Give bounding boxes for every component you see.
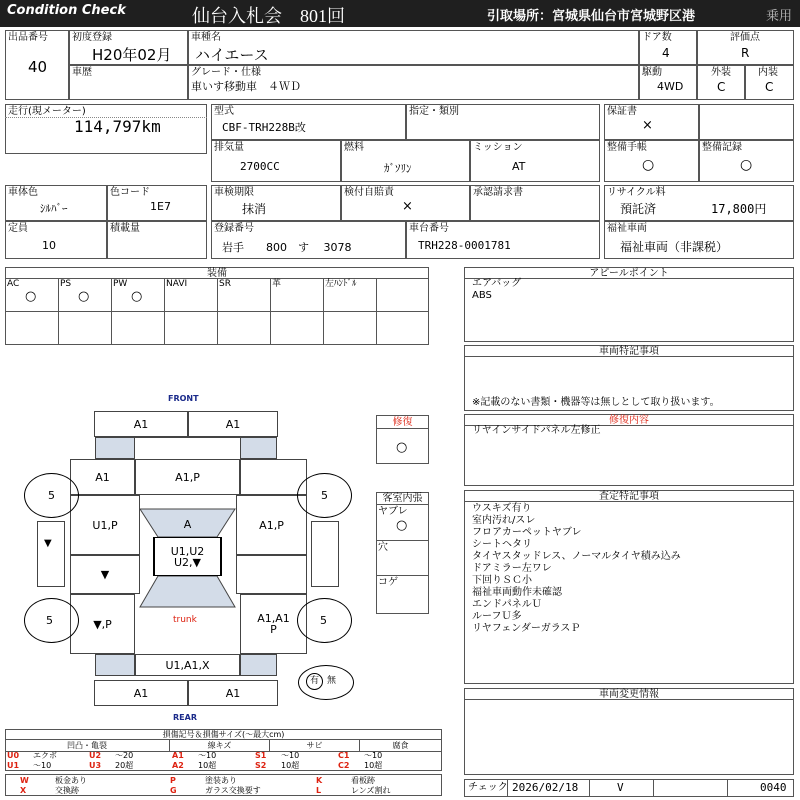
equipment-divider bbox=[58, 278, 59, 345]
left-side-mark: ▼ bbox=[44, 538, 52, 549]
equipment-label: SR bbox=[219, 279, 231, 289]
doors: 4 bbox=[662, 46, 670, 60]
repair-content-item: リヤインサイドパネル左修正 bbox=[472, 425, 601, 436]
legend-code: U0 bbox=[7, 751, 20, 760]
inspection-note-item: 下回りＳＣ小 bbox=[472, 575, 532, 586]
inspection: 抹消 bbox=[242, 202, 267, 216]
vehicle-changes-box bbox=[464, 699, 794, 775]
legend-code: S1 bbox=[255, 751, 267, 760]
panel-front-left: A1 bbox=[94, 411, 188, 437]
inspection-note-item: フロアカーペットヤブレ bbox=[472, 527, 582, 538]
warranty: × bbox=[642, 118, 653, 133]
legend-code: U1 bbox=[7, 761, 20, 770]
legend-code: P bbox=[170, 776, 176, 785]
panel-rear: U1,A1,X bbox=[135, 654, 240, 676]
legend-group-label: 腐食 bbox=[360, 740, 442, 752]
equipment-divider bbox=[323, 278, 324, 345]
legend-code: X bbox=[20, 786, 27, 795]
inspection-note-item: ルーフＵ多 bbox=[472, 611, 522, 622]
exterior-label: 外装 bbox=[711, 67, 731, 78]
grade-label: グレード・仕様 bbox=[191, 67, 261, 78]
rating-label: 評価点 bbox=[730, 32, 760, 43]
displacement: 2700CC bbox=[240, 160, 280, 173]
manual: ○ bbox=[642, 157, 655, 173]
auction-name: 仙台入札会 801回 bbox=[192, 6, 345, 26]
equipment-divider bbox=[164, 278, 165, 345]
cabin-tear-label: ヤブレ bbox=[378, 506, 408, 517]
check-code: 0040 bbox=[760, 781, 787, 794]
plate: 岩手 800 す 3078 bbox=[222, 241, 352, 254]
cabin-hole-label: 穴 bbox=[378, 542, 388, 553]
self-inspection-label: 検付自賠責 bbox=[344, 187, 394, 198]
lot-number-label: 出品番号 bbox=[8, 32, 48, 43]
inspection-note-item: 室内汚れ/スレ bbox=[472, 515, 536, 526]
model-label: 型式 bbox=[214, 106, 234, 117]
car-name: ハイエース bbox=[195, 46, 269, 64]
legend-group-label: 凹凸・亀裂 bbox=[5, 740, 170, 752]
transmission-label: ミッション bbox=[473, 142, 523, 153]
vehicle-class: 乗用 bbox=[766, 9, 793, 24]
legend-desc: ～20 bbox=[115, 751, 134, 760]
model: CBF-TRH228B改 bbox=[222, 121, 306, 134]
equipment-value: ○ bbox=[25, 289, 37, 304]
drive-label: 駆動 bbox=[642, 67, 662, 78]
legend-desc: ～10 bbox=[198, 751, 217, 760]
legend-group-label: 線キズ bbox=[170, 740, 270, 752]
legend-title: 損傷記号＆損傷サイズ(～最大cm) bbox=[5, 729, 442, 740]
condition-check-title: Condition Check bbox=[7, 3, 126, 18]
legend-desc: 看板跡 bbox=[351, 776, 375, 785]
recycle-status: 預託済 bbox=[620, 202, 657, 216]
legend-desc: 20超 bbox=[115, 761, 134, 770]
service-label: 整備記録 bbox=[702, 142, 742, 153]
legend-code: W bbox=[20, 776, 29, 785]
equipment-label: 左ﾊﾝﾄﾞﾙ bbox=[325, 279, 357, 289]
inspection-note-item: ウスキズ有り bbox=[472, 503, 532, 514]
inspection-label: 車検期限 bbox=[214, 187, 254, 198]
panel-front-right: A1 bbox=[188, 411, 278, 437]
special-notes-title: 車両特記事項 bbox=[464, 345, 794, 357]
right-side-panel bbox=[311, 521, 339, 587]
panel-rear-left: A1 bbox=[94, 680, 188, 706]
service: ○ bbox=[740, 157, 753, 173]
equipment-label: AC bbox=[7, 279, 20, 289]
self-inspection: × bbox=[402, 199, 413, 214]
front-label: FRONT bbox=[168, 394, 199, 403]
equipment-label: PS bbox=[60, 279, 72, 289]
panel-left-rear-quarter: ▼,P bbox=[70, 594, 135, 654]
legend-desc: レンズ割れ bbox=[351, 786, 391, 795]
designation-label: 指定・類別 bbox=[409, 106, 459, 117]
rating: R bbox=[741, 46, 750, 60]
panel-fender-left: A1 bbox=[70, 459, 135, 495]
fuel-label: 燃料 bbox=[344, 142, 364, 153]
inspection-note-item: タイヤスタッドレス、ノーマルタイヤ積み込み bbox=[472, 551, 681, 562]
repair-value: ○ bbox=[396, 440, 408, 455]
approval-label: 承認請求書 bbox=[473, 187, 523, 198]
inspection-note-item: エンドパネルＵ bbox=[472, 599, 542, 610]
grade: 車いす移動車 ４ＷＤ bbox=[191, 80, 301, 93]
vehicle-changes-title: 車両変更情報 bbox=[464, 688, 794, 700]
lot-number: 40 bbox=[28, 58, 48, 76]
legend-desc: 10超 bbox=[198, 761, 217, 770]
legend-desc: ～10 bbox=[33, 761, 52, 770]
first-reg-label: 初度登録 bbox=[72, 32, 112, 43]
legend-code: L bbox=[316, 786, 322, 795]
legend-code: U2 bbox=[89, 751, 102, 760]
welfare-label: 福祉車両 bbox=[607, 223, 647, 234]
special-notes-text: ※記載のない書類・機器等は無しとして取り扱います。 bbox=[472, 397, 720, 408]
equipment-label: 革 bbox=[272, 279, 282, 289]
equipment-value: ○ bbox=[78, 289, 90, 304]
repair-title: 修復 bbox=[376, 415, 429, 429]
legend-desc: 交換跡 bbox=[55, 786, 79, 795]
welfare: 福祉車両（非課税） bbox=[620, 240, 729, 254]
panel-left-rear-door: ▼ bbox=[70, 555, 140, 594]
repair-content-title: 修復内容 bbox=[464, 414, 794, 426]
drive: 4WD bbox=[657, 80, 684, 93]
legend-desc: ～10 bbox=[364, 751, 383, 760]
equipment-divider bbox=[376, 278, 377, 345]
first-reg: H20年02月 bbox=[92, 46, 172, 64]
inspection-notes-title: 査定特記事項 bbox=[464, 490, 794, 502]
left-side-panel bbox=[37, 521, 65, 587]
equipment-divider bbox=[217, 278, 218, 345]
cabin-title: 客室内張 bbox=[376, 492, 429, 505]
panel-right-front-door: A1,P bbox=[236, 495, 307, 555]
chassis-label: 車台番号 bbox=[409, 223, 449, 234]
legend-desc: 塗装あり bbox=[205, 776, 237, 785]
recycle-label: リサイクル料 bbox=[607, 187, 666, 198]
panel-right-rear-quarter: A1,A1 P bbox=[240, 594, 307, 654]
recycle-fee: 17,800円 bbox=[711, 202, 767, 216]
interior: C bbox=[765, 80, 774, 94]
equipment-value: ○ bbox=[131, 289, 143, 304]
mileage-label: 走行(現メーター) bbox=[8, 106, 86, 117]
legend-code: A1 bbox=[172, 751, 184, 760]
legend-desc: ガラス交換要す bbox=[205, 786, 261, 795]
legend-desc: エクボ bbox=[33, 751, 57, 760]
legend-code: G bbox=[170, 786, 177, 795]
pickup-location: 引取場所：宮城県仙台市宮城野区港 bbox=[487, 9, 696, 24]
load-label: 積載量 bbox=[110, 223, 140, 234]
equipment-label: NAVI bbox=[166, 279, 188, 289]
cabin-tear: ○ bbox=[396, 518, 408, 533]
color-label: 車体色 bbox=[8, 187, 38, 198]
legend-group-label: サビ bbox=[270, 740, 360, 752]
fuel: ｶﾞｿﾘﾝ bbox=[384, 162, 412, 175]
equipment-divider bbox=[111, 278, 112, 345]
doors-label: ドア数 bbox=[642, 32, 672, 43]
appeal-title: アピールポイント bbox=[464, 267, 794, 279]
car-name-label: 車種名 bbox=[191, 32, 221, 43]
inspection-note-item: シートヘタリ bbox=[472, 539, 532, 550]
panel-windshield: A bbox=[183, 517, 192, 531]
cabin-burn-label: コゲ bbox=[378, 577, 398, 588]
color-code: 1E7 bbox=[150, 200, 171, 213]
trunk-label: trunk bbox=[173, 615, 197, 625]
appeal-item: ABS bbox=[472, 290, 492, 301]
equipment-title: 装備 bbox=[5, 267, 429, 279]
displacement-label: 排気量 bbox=[214, 142, 244, 153]
legend-code: C1 bbox=[338, 751, 350, 760]
panel-roof: U1,U2 U2,▼ bbox=[153, 537, 222, 576]
inspection-note-item: リヤフェンダーガラスＰ bbox=[472, 623, 581, 634]
check-mark: V bbox=[617, 781, 624, 794]
inspection-note-item: ドアミラー左ワレ bbox=[472, 563, 552, 574]
legend-code: K bbox=[316, 776, 323, 785]
capacity-label: 定員 bbox=[8, 223, 28, 234]
equipment-divider bbox=[270, 278, 271, 345]
mileage: 114,797km bbox=[74, 117, 161, 136]
history-label: 車歴 bbox=[72, 67, 92, 78]
color-code-label: 色コード bbox=[110, 187, 150, 198]
transmission: AT bbox=[512, 160, 526, 173]
legend-code: A2 bbox=[172, 761, 184, 770]
equipment-label: PW bbox=[113, 279, 128, 289]
capacity: 10 bbox=[42, 239, 56, 252]
legend-code: U3 bbox=[89, 761, 102, 770]
legend-code: S2 bbox=[255, 761, 267, 770]
manual-label: 整備手帳 bbox=[607, 142, 647, 153]
legend-desc: 板金あり bbox=[55, 776, 87, 785]
panel-rear-right: A1 bbox=[188, 680, 278, 706]
panel-left-front-door: U1,P bbox=[70, 495, 140, 555]
check-label: チェック bbox=[468, 782, 508, 793]
legend-desc: 10超 bbox=[281, 761, 300, 770]
rear-label: REAR bbox=[173, 713, 197, 722]
legend-desc: 10超 bbox=[364, 761, 383, 770]
exterior: C bbox=[717, 80, 726, 94]
legend-desc: ～10 bbox=[281, 751, 300, 760]
legend-code: C2 bbox=[338, 761, 350, 770]
plate-label: 登録番号 bbox=[214, 223, 254, 234]
chassis: TRH228-0001781 bbox=[418, 239, 511, 252]
inspection-note-item: 福祉車両動作未確認 bbox=[472, 587, 562, 598]
interior-label: 内装 bbox=[758, 67, 778, 78]
color: ｼﾙﾊﾞｰ bbox=[40, 202, 68, 215]
check-date: 2026/02/18 bbox=[512, 781, 579, 794]
warranty-label: 保証書 bbox=[607, 106, 637, 117]
panel-hood: A1,P bbox=[135, 459, 240, 495]
appeal-item: エアバッグ bbox=[472, 278, 522, 289]
